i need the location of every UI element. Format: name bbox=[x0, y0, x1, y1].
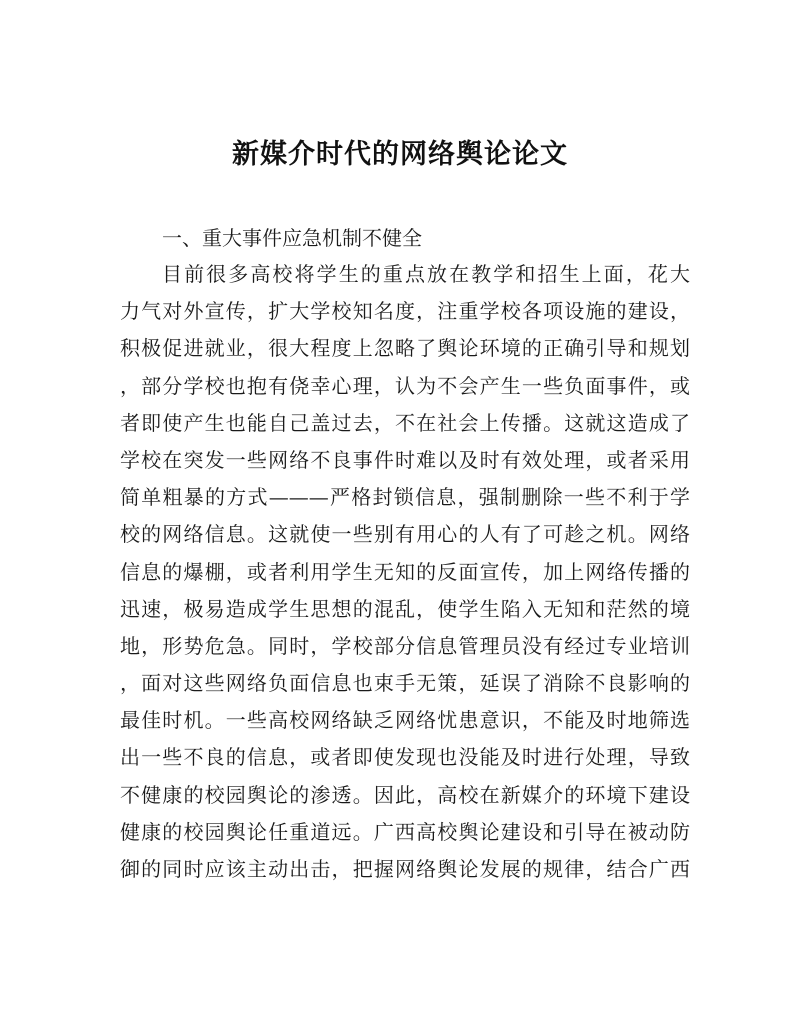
paragraph-line: 出一些不良的信息，或者即使发现也没能及时进行处理，导致 bbox=[120, 745, 690, 770]
paragraph-line: 简单粗暴的方式———严格封锁信息，强制删除一些不利于学 bbox=[120, 485, 690, 510]
paragraph-line: 力气对外宣传，扩大学校知名度，注重学校各项设施的建设， bbox=[120, 299, 690, 324]
paragraph-line: 地，形势危急。同时，学校部分信息管理员没有经过专业培训 bbox=[120, 633, 690, 658]
paragraph-line: 迅速，极易造成学生思想的混乱，使学生陷入无知和茫然的境 bbox=[120, 596, 690, 621]
paragraph-line: 健康的校园舆论任重道远。广西高校舆论建设和引导在被动防 bbox=[120, 819, 690, 844]
section-heading: 一、重大事件应急机制不健全 bbox=[162, 226, 422, 250]
paragraph-line: 者即使产生也能自己盖过去，不在社会上传播。这就这造成了 bbox=[120, 410, 690, 435]
paragraph-line: 校的网络信息。这就使一些别有用心的人有了可趁之机。网络 bbox=[120, 522, 690, 547]
paragraph-line: 学校在突发一些网络不良事件时难以及时有效处理，或者采用 bbox=[120, 447, 690, 472]
paragraph-line: 目前很多高校将学生的重点放在教学和招生上面，花大 bbox=[162, 262, 690, 286]
paragraph-line: ，部分学校也抱有侥幸心理，认为不会产生一些负面事件，或 bbox=[120, 373, 690, 398]
paragraph-line: ，面对这些网络负面信息也束手无策，延误了消除不良影响的 bbox=[120, 671, 690, 696]
paragraph-line: 信息的爆棚，或者利用学生无知的反面宣传，加上网络传播的 bbox=[120, 559, 690, 584]
paragraph-line: 积极促进就业，很大程度上忽略了舆论环境的正确引导和规划 bbox=[120, 336, 690, 361]
paragraph-line: 不健康的校园舆论的渗透。因此，高校在新媒介的环境下建设 bbox=[120, 782, 690, 807]
paragraph-line: 御的同时应该主动出击，把握网络舆论发展的规律，结合广西 bbox=[120, 857, 690, 881]
body-paragraph bbox=[120, 256, 690, 888]
paragraph-line: 最佳时机。一些高校网络缺乏网络忧患意识，不能及时地筛选 bbox=[120, 708, 690, 733]
document-title: 新媒介时代的网络舆论论文 bbox=[232, 139, 568, 170]
